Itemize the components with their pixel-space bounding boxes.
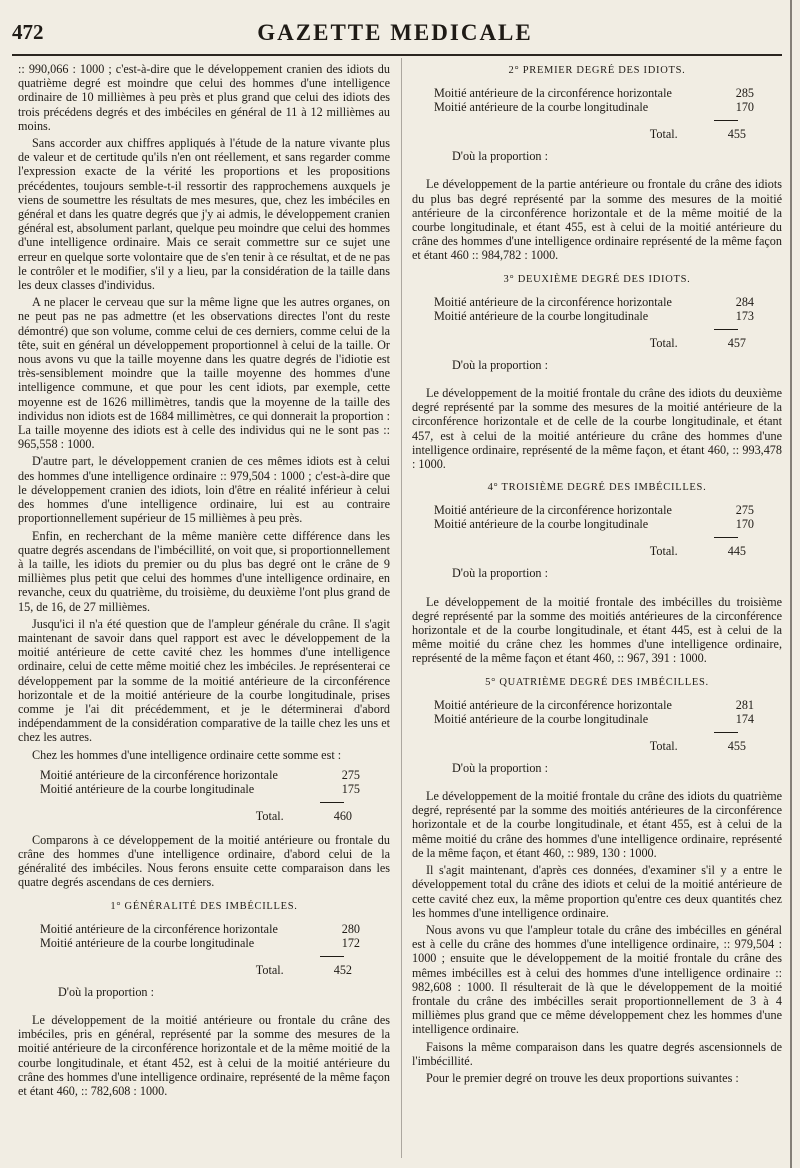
sum-rule (320, 956, 344, 957)
paragraph: Comparons à ce développement de la moitié antérieure ou frontale du crâne des hommes d'une intelligence ordinaire, d'abord celui de la généralité des imbéciles. Nous ferons ensuite cette comparaison dans les quatre degrés ascendans de ces derniers. (18, 832, 390, 890)
measurement-value: 275 (735, 503, 754, 518)
measurement-row (434, 517, 754, 531)
measurement-table (434, 503, 754, 558)
paragraph: Il s'agit maintenant, d'après ces données, d'examiner s'il y a entre le développement total du crâne des idiots et celui de la moitié antérieure de cette cavité chez eux, la même proportion qu'entre ces deux quantités chez les hommes d'une intelligence ordinaire. (412, 863, 782, 920)
measurement-value: 174 (735, 711, 754, 726)
total-label: Total. (649, 738, 678, 753)
measurement-table (40, 922, 360, 977)
total-value: 445 (727, 544, 746, 559)
measurement-value: 175 (341, 781, 360, 796)
measurement-total (40, 963, 360, 977)
sum-rule (714, 329, 738, 330)
total-value: 455 (727, 127, 746, 142)
measurement-label: Moitié antérieure de la courbe longitudinale (434, 308, 649, 323)
section-heading: 5° QUATRIÈME DEGRÉ DES IMBÉCILLES. (485, 676, 709, 688)
paragraph: Sans accorder aux chiffres appliqués à l'étude de la nature vivante plus de valeur et de certitude qu'ils n'en ont réellement, et sans regarder comme l'expression exacte de la vérité les proportions et les propositions précédentes, toujours semble-t-il ressortir des rapprochemens auxquels je viens de soumettre les résultats de mes mesures, que, chez les imbéciles en général et dans les quatre degrés que j'y ai admis, le développement cranien général est, absolument parlant, quelque peu moindre que celui des hommes d'une intelligence ordinaire. Mais ce serait commettre sur ce sujet une erreur en quelque sorte volontaire que de s'en tenir à ce résultat, et de ne pas le contrôler et le modifier, s'il y a lieu, par la considération de la taille dans les deux classes d'individus. (18, 136, 390, 293)
measurement-value: 275 (341, 767, 360, 782)
measurement-total (434, 544, 754, 558)
paragraph: Enfin, en recherchant de la même manière cette différence dans les quatre degrés ascendans de l'imbécillité, on voit que, si proportionnellement à la taille, les idiots du premier ou du plus bas degré ont le crâne de 9 millièmes plus petit que celui des hommes d'une intelligence ordinaire, en revanche, ceux du quatrième, du troisième, du deuxième l'ont plus grand de 15, de 16, de 27 millièmes. (18, 528, 390, 614)
measurement-label: Moitié antérieure de la circonférence horizontale (434, 294, 672, 309)
measurement-label: Moitié antérieure de la circonférence horizontale (40, 767, 278, 782)
measurement-row (434, 698, 754, 712)
column-divider (401, 58, 402, 1158)
measurement-table (434, 698, 754, 753)
paragraph: :: 990,066 : 1000 ; c'est-à-dire que le développement cranien des idiots du quatrième degré est moindre que celui des hommes d'une intelligence ordinaire de 10 millièmes à peu près et plus grand que celui des idiots des trois précédens degrés et des imbéciles en général de 11 à 12 millièmes au moins. (18, 62, 390, 133)
total-label: Total. (649, 544, 678, 559)
measurement-label: Moitié antérieure de la courbe longitudinale (434, 517, 649, 532)
measurement-label: Moitié antérieure de la circonférence horizontale (434, 697, 672, 712)
measurement-value: 285 (735, 86, 754, 101)
section-heading: 3° DEUXIÈME DEGRÉ DES IDIOTS. (503, 273, 691, 285)
paragraph: Faisons la même comparaison dans les quatre degrés ascensionnels de l'imbécillité. (412, 1039, 782, 1068)
measurement-value: 280 (341, 921, 360, 936)
total-label: Total. (649, 127, 678, 142)
measurement-table (434, 86, 754, 141)
measurement-label: Moitié antérieure de la courbe longitudinale (40, 935, 255, 950)
total-value: 452 (333, 962, 352, 977)
sum-rule (714, 537, 738, 538)
total-label: Total. (255, 808, 284, 823)
paragraph: Le développement de la moitié frontale du crâne des idiots du quatrième degré, représenté par la somme des moitiés antérieures de la circonférence horizontale et de la courbe longitudinale, et étant 455, est à celui de la même moitié du crâne des hommes d'une intelligence ordinaire, représenté de la même façon, et étant 460, :: 989, 130 : 1000. (412, 789, 782, 860)
measurement-row (434, 309, 754, 323)
measurement-value: 281 (735, 697, 754, 712)
measurement-value: 170 (735, 517, 754, 532)
measurement-total (434, 127, 754, 141)
sum-rule (320, 802, 344, 803)
total-value: 460 (333, 808, 352, 823)
measurement-value: 172 (341, 935, 360, 950)
section-heading: 4° TROISIÈME DEGRÉ DES IMBÉCILLES. (487, 482, 707, 494)
page-header (0, 0, 790, 52)
proportion-lead: D'où la proportion : (452, 149, 548, 164)
proportion-lead: D'où la proportion : (452, 566, 548, 581)
section-heading: 1° GÉNÉRALITÉ DES IMBÉCILLES. (110, 900, 298, 912)
left-column (18, 62, 390, 1101)
measurement-row (434, 100, 754, 114)
measurement-label: Moitié antérieure de la courbe longitudinale (40, 781, 255, 796)
measurement-value: 170 (735, 100, 754, 115)
total-label: Total. (255, 962, 284, 977)
measurement-total (40, 809, 360, 823)
paragraph: Jusqu'ici il n'a été question que de l'ampleur générale du crâne. Il s'agit maintenant de savoir dans quel rapport est avec le développement de la moitié antérieure de cette cavité chez les hommes d'une intelligence ordinaire, celui de cette même moitié chez les imbéciles. Je représenterai ce développement par la somme de la moitié antérieure de la circonférence horizontale et de la moitié antérieure de la courbe longitudinale, prises comme je l'ai dit précédemment, et je le déterminerai d'abord indépendamment de la considération comparative de la taille chez les uns et chez les autres. (18, 616, 390, 745)
measurement-row (40, 768, 360, 782)
sum-rule (714, 732, 738, 733)
measurement-value: 284 (735, 294, 754, 309)
measurement-row (434, 295, 754, 309)
measurement-row (434, 86, 754, 100)
paragraph: D'autre part, le développement cranien de ces mêmes idiots est à celui des hommes d'une intelligence ordinaire :: 979,504 : 1000 ; c'est-à-dire que le développement cranien des idiots, loin d'être en réalité inférieur à celui des hommes d'une intelligence ordinaire, lui est au contraire proportionnellement supérieur de 15 millièmes à peu près. (18, 454, 390, 526)
measurement-label: Moitié antérieure de la circonférence horizontale (40, 921, 278, 936)
paragraph: Nous avons vu que l'ampleur totale du crâne des imbécilles en général est à celle du crâne des hommes d'une intelligence ordinaire, :: 979,504 : 1000 ; ensuite que le développement de la moitié frontale du crâne des mêmes imbécilles est à celui des hommes d'une intelligence ordinaire :: 982,608 : 1000. Il résulterait de là que le développement de la moitié frontale du crâne des imbécilles serait proportionnellement de 3 à 4 millièmes plus grand que ce même développement chez les hommes d'une intelligence ordinaire. (412, 922, 782, 1037)
measurement-label: Moitié antérieure de la circonférence horizontale (434, 503, 672, 518)
journal-title: GAZETTE MEDICALE (257, 20, 533, 45)
proportion-lead: D'où la proportion : (58, 984, 154, 999)
paragraph: Le développement de la moitié antérieure ou frontale du crâne des imbéciles, pris en général, représenté par la somme des mesures de la moitié antérieure de la circonférence horizontale et de la même moitié de la courbe longitudinale, et étant 452, est à celui de la moitié antérieure du crâne des hommes d'une intelligence ordinaire, représenté de la même façon et étant 460, :: 782,608 : 1000. (18, 1012, 390, 1098)
paragraph: Le développement de la moitié frontale des imbécilles du troisième degré représenté par la somme des moitiés antérieures de la circonférence horizontale et de la courbe longitudinale, et étant 445, est à celui de la même moitié du crâne chez les hommes d'une intelligence ordinaire, représenté de la même façon et étant 460, :: 967, 391 : 1000. (412, 594, 782, 666)
measurement-table (434, 295, 754, 350)
proportion-lead: D'où la proportion : (452, 760, 548, 775)
page-edge-rule (790, 0, 792, 1168)
measurement-label: Moitié antérieure de la courbe longitudinale (434, 711, 649, 726)
total-value: 455 (727, 738, 746, 753)
paragraph: A ne placer le cerveau que sur la même ligne que les autres organes, on ne peut pas ne pas admettre (et les observations directes l'ont du reste démontré) que son volume, comme celui de ces derniers, comme celui de la tête, suit en général un développement proportionnel à celui de la taille. Or nous avons vu que la taille moyenne dans les quatre degrés de l'idiotie est très-sensiblement moindre que la taille moyenne des hommes d'une intelligence commune, et que pour les cent idiots, par exemple, cette moyenne est de 1626 millimètres, tandis que la moyenne de la taille des individus non idiots est de 1684 millimètres, ce qui donnerait la proportion : La taille moyenne des idiots est à celle des individus qui ne le sont pas :: 965,558 : 1000. (18, 295, 390, 452)
page-number: 472 (12, 20, 44, 44)
total-value: 457 (727, 335, 746, 350)
measurement-label: Moitié antérieure de la courbe longitudinale (434, 100, 649, 115)
total-label: Total. (649, 335, 678, 350)
measurement-value: 173 (735, 308, 754, 323)
paragraph: Pour le premier degré on trouve les deux proportions suivantes : (426, 1070, 739, 1085)
paragraph: Le développement de la moitié frontale du crâne des idiots du deuxième degré représenté par la somme des mesures de la moitié antérieure de la circonférence horizontale et de celle de la courbe longitudinale, et étant 457, est à celui de la moitié antérieure du crâne des hommes d'une intelligence ordinaire, représenté de la même façon, et étant 460, :: 993,478 : 1000. (412, 386, 782, 472)
measurement-row (40, 936, 360, 950)
right-column (412, 62, 782, 1088)
paragraph: Le développement de la partie antérieure ou frontale du crâne des idiots du plus bas degré représenté par la somme des mesures de la moitié antérieure de la circonférence horizontale et de la même moitié de la courbe longitudinale, et étant 455, est à celui de la moitié antérieure du crâne des hommes d'une intelligence ordinaire représenté de la même façon et étant 460 :: 984,782 : 1000. (412, 177, 782, 263)
paragraph: Chez les hommes d'une intelligence ordinaire cette somme est : (32, 747, 342, 762)
measurement-label: Moitié antérieure de la circonférence horizontale (434, 86, 672, 101)
measurement-total (434, 336, 754, 350)
measurement-row (434, 503, 754, 517)
measurement-row (40, 782, 360, 796)
proportion-lead: D'où la proportion : (452, 357, 548, 372)
sum-rule (714, 120, 738, 121)
header-rule (12, 54, 782, 56)
measurement-row (434, 712, 754, 726)
measurement-row (40, 922, 360, 936)
section-heading: 2° PREMIER DEGRÉ DES IDIOTS. (508, 65, 686, 76)
measurement-table (40, 768, 360, 823)
measurement-total (434, 739, 754, 753)
